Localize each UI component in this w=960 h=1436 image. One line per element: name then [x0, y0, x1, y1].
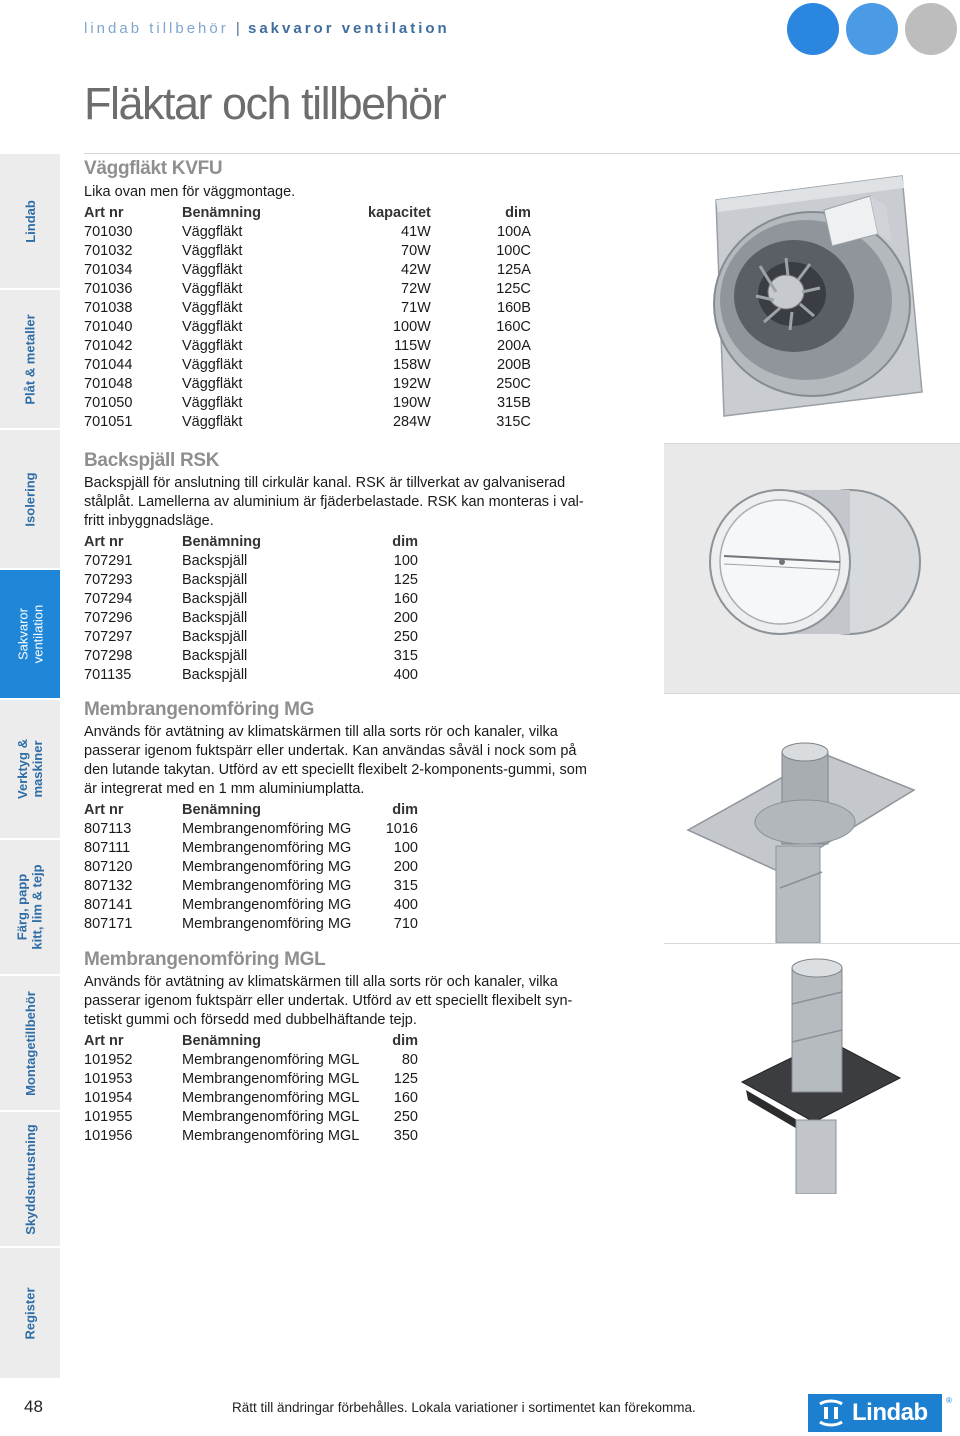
- header-dim: dim: [392, 801, 418, 818]
- cell-benamning: Membrangenomföring MG: [182, 915, 352, 932]
- cell-benamning: Väggfläkt: [182, 356, 243, 373]
- cell-dim: 315B: [497, 394, 531, 411]
- cell-art-nr: 807171: [84, 915, 133, 932]
- product-table: [84, 800, 418, 933]
- tab-register[interactable]: [0, 1248, 60, 1380]
- description-line: fritt inbyggnadsläge.: [84, 513, 214, 529]
- cell-art-nr: 701036: [84, 280, 133, 297]
- cell-art-nr: 707294: [84, 590, 133, 607]
- cell-benamning: Väggfläkt: [182, 318, 243, 335]
- image-mg-roof-penetration: [664, 694, 960, 943]
- header-benamning: Benämning: [182, 1032, 261, 1049]
- table-row: [84, 241, 533, 260]
- cell-kapacitet: 70W: [401, 242, 431, 259]
- cell-benamning: Membrangenomföring MGL: [182, 1089, 360, 1106]
- lindab-logo: [808, 1394, 942, 1432]
- table-row: [84, 608, 418, 627]
- page-number: 48: [24, 1397, 43, 1416]
- cell-dim: 315: [393, 877, 418, 894]
- table-row: [84, 279, 533, 298]
- table-header-row: [84, 1031, 418, 1050]
- cell-benamning: Väggfläkt: [182, 242, 243, 259]
- membrane-mgl-illustration: [664, 944, 960, 1194]
- lindab-logo-icon: [816, 1398, 846, 1428]
- cell-dim: 80: [401, 1051, 418, 1068]
- table-header-row: [84, 203, 533, 222]
- cell-art-nr: 701038: [84, 299, 133, 316]
- section-rsk: [84, 450, 624, 684]
- tab-isolering[interactable]: [0, 430, 60, 570]
- cell-kapacitet: 72W: [401, 280, 431, 297]
- page-title: Fläktar och tillbehör: [84, 78, 446, 129]
- description-line: är integrerat med en 1 mm aluminiumplatta.: [84, 781, 365, 797]
- tab-label: Montagetillbehör: [22, 990, 38, 1096]
- section-title: Backspjäll RSK: [84, 450, 220, 471]
- tab-lindab[interactable]: [0, 154, 60, 290]
- table-row: [84, 1050, 418, 1069]
- cell-art-nr: 101953: [84, 1070, 133, 1087]
- cell-dim: 250C: [496, 375, 531, 392]
- cell-benamning: Backspjäll: [182, 552, 248, 569]
- table-row: [84, 895, 418, 914]
- tab-label-line1: Sakvaror: [14, 607, 30, 661]
- description-line: passerar igenom fuktspärr eller undertak. Utförd av ett speciellt flexibelt syn-: [84, 993, 573, 1009]
- table-row: [84, 1107, 418, 1126]
- cell-benamning: Väggfläkt: [182, 299, 243, 316]
- cell-benamning: Väggfläkt: [182, 280, 243, 297]
- header-dim: dim: [392, 533, 418, 550]
- tab-label-line1: Verktyg &: [14, 739, 30, 799]
- cell-art-nr: 707293: [84, 571, 133, 588]
- cell-art-nr: 707291: [84, 552, 133, 569]
- cell-art-nr: 701042: [84, 337, 133, 354]
- table-row: [84, 1126, 418, 1145]
- tab-label: [15, 739, 45, 799]
- cell-dim: 200B: [497, 356, 531, 373]
- header-benamning: Benämning: [182, 204, 261, 221]
- tab-plat-metaller[interactable]: [0, 290, 60, 430]
- description-line: Backspjäll för anslutning till cirkulär kanal. RSK är tillverkat av galvaniserad: [84, 475, 566, 491]
- cell-benamning: Backspjäll: [182, 647, 248, 664]
- chapter-tabs: [0, 154, 60, 1380]
- cell-dim: 160: [393, 590, 418, 607]
- cell-art-nr: 701032: [84, 242, 133, 259]
- cell-benamning: Membrangenomföring MG: [182, 877, 352, 894]
- table-row: [84, 298, 533, 317]
- image-mgl-roof-penetration: [664, 944, 960, 1194]
- cell-benamning: Membrangenomföring MGL: [182, 1070, 360, 1087]
- tab-farg-papp[interactable]: [0, 840, 60, 976]
- section-title: Väggfläkt KVFU: [84, 158, 223, 179]
- cell-benamning: Väggfläkt: [182, 223, 243, 240]
- header-benamning: Benämning: [182, 801, 261, 818]
- description-line: Används för avtätning av klimatskärmen till alla sorts rör och kanaler, vilka: [84, 724, 558, 740]
- description-line: stålplåt. Lamellerna av aluminium är fjäderbelastade. RSK kan monteras i val-: [84, 494, 584, 510]
- cell-kapacitet: 192W: [392, 375, 431, 392]
- tab-label: Register: [22, 1286, 38, 1340]
- cell-kapacitet: 284W: [392, 413, 431, 430]
- table-row: [84, 1069, 418, 1088]
- header-art-nr: Art nr: [84, 204, 124, 221]
- running-header: [84, 20, 450, 37]
- cell-dim: 1016: [385, 820, 418, 837]
- cell-benamning: Membrangenomföring MG: [182, 896, 352, 913]
- cell-kapacitet: 158W: [392, 356, 431, 373]
- description-line: Används för avtätning av klimatskärmen till alla sorts rör och kanaler, vilka: [84, 974, 558, 990]
- tab-label: Plåt & metaller: [22, 313, 38, 405]
- section-title: Membrangenomföring MGL: [84, 949, 326, 970]
- cell-kapacitet: 41W: [401, 223, 431, 240]
- header-left: lindab tillbehör: [84, 20, 229, 37]
- cell-dim: 200A: [497, 337, 531, 354]
- section-mgl: [84, 949, 624, 1145]
- membrane-mg-illustration: [664, 694, 960, 943]
- header-right: sakvaror ventilation: [247, 20, 450, 37]
- header-dim: dim: [505, 204, 531, 221]
- cell-art-nr: 707296: [84, 609, 133, 626]
- cell-dim: 350: [393, 1127, 418, 1144]
- tab-label-line1: Färg, papp: [15, 873, 31, 941]
- cell-art-nr: 807111: [84, 839, 131, 856]
- tab-label: [15, 605, 45, 664]
- cell-benamning: Väggfläkt: [182, 394, 243, 411]
- tab-label: [15, 864, 45, 949]
- image-rsk-damper: [664, 444, 960, 693]
- table-row: [84, 355, 533, 374]
- table-row: [84, 374, 533, 393]
- tab-label: Lindab: [22, 199, 38, 243]
- section-description: [84, 723, 624, 799]
- cell-benamning: Backspjäll: [182, 571, 248, 588]
- tab-label-line2: maskiner: [29, 740, 45, 798]
- table-row: [84, 589, 418, 608]
- cell-dim: 400: [393, 666, 418, 683]
- cell-dim: 315C: [496, 413, 531, 430]
- cell-art-nr: 701044: [84, 356, 133, 373]
- header-benamning: Benämning: [182, 533, 261, 550]
- cell-art-nr: 701034: [84, 261, 133, 278]
- cell-dim: 315: [393, 647, 418, 664]
- cell-benamning: Väggfläkt: [182, 413, 243, 430]
- cell-dim: 200: [393, 609, 418, 626]
- cell-benamning: Väggfläkt: [182, 337, 243, 354]
- footer-note: Rätt till ändringar förbehålles. Lokala variationer i sortimentet kan förekomma.: [232, 1400, 696, 1415]
- registered-mark: ®: [946, 1396, 952, 1405]
- cell-dim: 125A: [497, 261, 531, 278]
- cell-benamning: Backspjäll: [182, 628, 248, 645]
- tab-label-line2: ventilation: [29, 604, 45, 664]
- cell-art-nr: 701030: [84, 223, 133, 240]
- cell-art-nr: 807132: [84, 877, 133, 894]
- tab-label: Isolering: [22, 471, 38, 527]
- product-table: [84, 532, 418, 684]
- cell-art-nr: 701135: [84, 666, 132, 683]
- table-row: [84, 551, 418, 570]
- tab-label-line2: kitt, lim & tejp: [30, 864, 46, 950]
- table-row: [84, 412, 533, 431]
- cell-benamning: Backspjäll: [182, 666, 248, 683]
- cell-dim: 100: [393, 839, 418, 856]
- table-row: [84, 260, 533, 279]
- cell-benamning: Membrangenomföring MGL: [182, 1051, 360, 1068]
- cell-art-nr: 101952: [84, 1051, 133, 1068]
- table-row: [84, 317, 533, 336]
- cell-art-nr: 807141: [84, 896, 133, 913]
- cell-benamning: Membrangenomföring MG: [182, 820, 352, 837]
- table-row: [84, 838, 418, 857]
- tab-montagetillbehor[interactable]: [0, 976, 60, 1112]
- cell-kapacitet: 42W: [401, 261, 431, 278]
- section-description: [84, 474, 624, 531]
- section-title: Membrangenomföring MG: [84, 699, 315, 720]
- cell-dim: 710: [393, 915, 418, 932]
- tab-verktyg-maskiner[interactable]: [0, 700, 60, 840]
- tab-sakvaror-ventilation[interactable]: [0, 570, 60, 700]
- table-row: [84, 222, 533, 241]
- cell-dim: 160: [393, 1089, 418, 1106]
- header-kapacitet: kapacitet: [368, 204, 431, 221]
- product-table: [84, 1031, 418, 1145]
- cell-benamning: Membrangenomföring MGL: [182, 1108, 360, 1125]
- cell-kapacitet: 71W: [401, 299, 431, 316]
- decor-circle-grey: [905, 3, 957, 55]
- cell-art-nr: 101956: [84, 1127, 133, 1144]
- cell-dim: 200: [393, 858, 418, 875]
- decor-circle-blue: [787, 3, 839, 55]
- cell-dim: 100: [393, 552, 418, 569]
- cell-dim: 125C: [496, 280, 531, 297]
- cell-art-nr: 101955: [84, 1108, 133, 1125]
- cell-benamning: Backspjäll: [182, 590, 248, 607]
- cell-art-nr: 701048: [84, 375, 133, 392]
- table-row: [84, 914, 418, 933]
- table-header-row: [84, 800, 418, 819]
- header-art-nr: Art nr: [84, 533, 124, 550]
- cell-art-nr: 701040: [84, 318, 133, 335]
- tab-label: Skyddsutrustning: [22, 1123, 38, 1235]
- description-line: den lutande takytan. Utförd av ett speciellt flexibelt 2-komponents-gummi, som: [84, 762, 587, 778]
- cell-dim: 160C: [496, 318, 531, 335]
- description-line: tetiskt gummi och försedd med dubbelhäftande tejp.: [84, 1012, 417, 1028]
- header-art-nr: Art nr: [84, 801, 124, 818]
- table-row: [84, 393, 533, 412]
- back-damper-illustration: [664, 444, 960, 693]
- section-kvfu: [84, 158, 533, 431]
- wall-fan-illustration: [664, 154, 960, 442]
- cell-art-nr: 101954: [84, 1089, 133, 1106]
- description-line: passerar igenom fuktspärr eller undertak. Kan användas såväl i nock som på: [84, 743, 577, 759]
- cell-dim: 160B: [497, 299, 531, 316]
- cell-dim: 250: [393, 628, 418, 645]
- cell-dim: 250: [393, 1108, 418, 1125]
- lindab-logo-text: Lindab: [852, 1399, 928, 1426]
- section-mg: [84, 699, 624, 933]
- cell-benamning: Väggfläkt: [182, 375, 243, 392]
- cell-kapacitet: 115W: [394, 337, 431, 354]
- cell-art-nr: 701050: [84, 394, 133, 411]
- table-row: [84, 819, 418, 838]
- cell-dim: 125: [393, 1070, 418, 1087]
- table-row: [84, 627, 418, 646]
- section-description: Lika ovan men för väggmontage.: [84, 184, 296, 200]
- header-separator: |: [235, 20, 241, 37]
- cell-dim: 125: [393, 571, 418, 588]
- cell-art-nr: 807120: [84, 858, 133, 875]
- header-dim: dim: [392, 1032, 418, 1049]
- cell-kapacitet: 190W: [392, 394, 431, 411]
- cell-kapacitet: 100W: [392, 318, 431, 335]
- cell-art-nr: 807113: [84, 820, 132, 837]
- cell-art-nr: 701051: [84, 413, 133, 430]
- table-header-row: [84, 532, 418, 551]
- cell-dim: 100A: [497, 223, 531, 240]
- decor-circle-lightblue: [846, 3, 898, 55]
- cell-art-nr: 707297: [84, 628, 133, 645]
- cell-benamning: Väggfläkt: [182, 261, 243, 278]
- cell-benamning: Membrangenomföring MGL: [182, 1127, 360, 1144]
- table-row: [84, 646, 418, 665]
- cell-benamning: Membrangenomföring MG: [182, 858, 352, 875]
- table-row: [84, 857, 418, 876]
- section-description: [84, 973, 624, 1030]
- table-row: [84, 336, 533, 355]
- product-table: [84, 203, 533, 431]
- table-row: [84, 665, 418, 684]
- image-kvfu-fan: [664, 154, 960, 442]
- cell-benamning: Backspjäll: [182, 609, 248, 626]
- table-row: [84, 1088, 418, 1107]
- table-row: [84, 876, 418, 895]
- header-art-nr: Art nr: [84, 1032, 124, 1049]
- cell-dim: 100C: [496, 242, 531, 259]
- tab-skyddsutrustning[interactable]: [0, 1112, 60, 1248]
- table-row: [84, 570, 418, 589]
- cell-dim: 400: [393, 896, 418, 913]
- cell-benamning: Membrangenomföring MG: [182, 839, 352, 856]
- cell-art-nr: 707298: [84, 647, 133, 664]
